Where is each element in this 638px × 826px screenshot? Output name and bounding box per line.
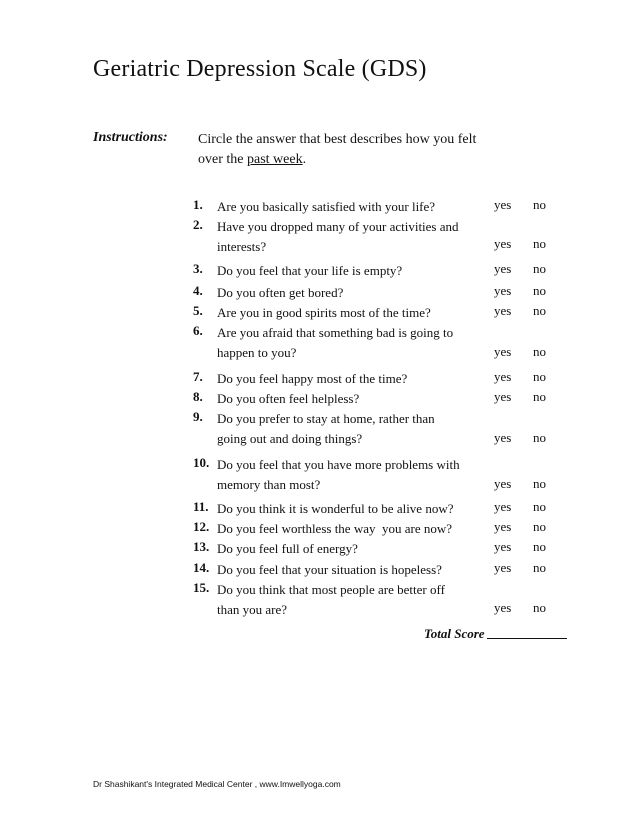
question-row (193, 283, 563, 303)
question-number: 2. (193, 217, 203, 232)
instructions-line-1: Circle the answer that best describes how you felt (198, 132, 477, 147)
question-number: 3. (193, 261, 203, 276)
answer-yes[interactable]: yes (494, 560, 512, 575)
question-row (193, 323, 563, 360)
question-text: Do you feel that you have more problems with memory than most? (217, 457, 460, 492)
answer-no[interactable]: no (533, 519, 546, 534)
question-number: 11. (193, 499, 209, 514)
answer-yes[interactable]: yes (494, 236, 512, 251)
past-week-emphasis: past week (246, 152, 303, 167)
question-text: Are you in good spirits most of the time? (217, 305, 431, 320)
answer-yes[interactable]: yes (494, 430, 512, 445)
answer-no[interactable]: no (533, 560, 546, 575)
footer-text: Dr Shashikant's Integrated Medical Center , www.Imwellyoga.com (93, 779, 341, 789)
answer-no[interactable]: no (533, 476, 546, 491)
question-number: 7. (193, 369, 203, 384)
question-row (193, 455, 563, 492)
question-number: 1. (193, 197, 203, 212)
question-number: 8. (193, 389, 203, 404)
question-text: Do you often get bored? (217, 285, 344, 300)
answer-no[interactable]: no (533, 261, 546, 276)
answer-yes[interactable]: yes (494, 499, 512, 514)
answer-yes[interactable]: yes (494, 344, 512, 359)
answer-no[interactable]: no (533, 389, 546, 404)
question-text: Do you think that most people are better off than you are? (217, 582, 445, 617)
question-text: Do you feel happy most of the time? (217, 371, 408, 386)
answer-yes[interactable]: yes (494, 283, 512, 298)
answer-no[interactable]: no (533, 344, 546, 359)
answer-yes[interactable]: yes (494, 539, 512, 554)
answer-yes[interactable]: yes (494, 389, 512, 404)
question-row (193, 389, 563, 409)
instructions-label: Instructions: (93, 130, 168, 145)
instructions-text (198, 130, 498, 170)
question-text: Are you afraid that something bad is going to happen to you? (217, 325, 454, 360)
question-number: 4. (193, 283, 203, 298)
total-score-label: Total Score (424, 626, 485, 641)
question-row (193, 409, 563, 446)
question-text: Are you basically satisfied with your life? (217, 199, 436, 214)
answer-yes[interactable]: yes (494, 519, 512, 534)
answer-no[interactable]: no (533, 303, 546, 318)
question-row (193, 560, 563, 580)
question-row (193, 499, 563, 519)
question-row (193, 217, 563, 254)
question-text: Do you feel that your situation is hopeless? (217, 562, 442, 577)
question-number: 9. (193, 409, 203, 424)
answer-no[interactable]: no (533, 283, 546, 298)
question-row (193, 580, 563, 617)
answer-no[interactable]: no (533, 539, 546, 554)
answer-no[interactable]: no (533, 197, 546, 212)
question-text: Do you feel full of energy? (217, 541, 358, 556)
question-row (193, 369, 563, 389)
answer-yes[interactable]: yes (494, 261, 512, 276)
question-text: Do you prefer to stay at home, rather than going out and doing things? (217, 411, 435, 446)
question-number: 5. (193, 303, 203, 318)
answer-no[interactable]: no (533, 369, 546, 384)
question-row (193, 261, 563, 281)
instructions-line-2: over the past week. (198, 152, 307, 167)
answer-yes[interactable]: yes (494, 197, 512, 212)
question-number: 6. (193, 323, 203, 338)
question-number: 15. (193, 580, 210, 595)
question-text: Have you dropped many of your activities and interests? (217, 219, 459, 254)
answer-yes[interactable]: yes (494, 476, 512, 491)
answer-yes[interactable]: yes (494, 369, 512, 384)
question-row (193, 519, 563, 539)
answer-yes[interactable]: yes (494, 600, 512, 615)
answer-no[interactable]: no (533, 236, 546, 251)
answer-no[interactable]: no (533, 600, 546, 615)
question-number: 14. (193, 560, 210, 575)
page-title: Geriatric Depression Scale (GDS) (93, 56, 427, 82)
answer-yes[interactable]: yes (494, 303, 512, 318)
question-text: Do you think it is wonderful to be alive now? (217, 501, 454, 516)
question-row (193, 197, 563, 217)
question-number: 12. (193, 519, 210, 534)
question-text: Do you feel worthless the way you are now? (217, 521, 453, 536)
question-row (193, 303, 563, 323)
question-number: 10. (193, 455, 210, 470)
question-row (193, 539, 563, 559)
total-score-blank[interactable] (487, 638, 567, 639)
answer-no[interactable]: no (533, 499, 546, 514)
question-number: 13. (193, 539, 210, 554)
question-text: Do you feel that your life is empty? (217, 263, 403, 278)
question-text: Do you often feel helpless? (217, 391, 360, 406)
answer-no[interactable]: no (533, 430, 546, 445)
